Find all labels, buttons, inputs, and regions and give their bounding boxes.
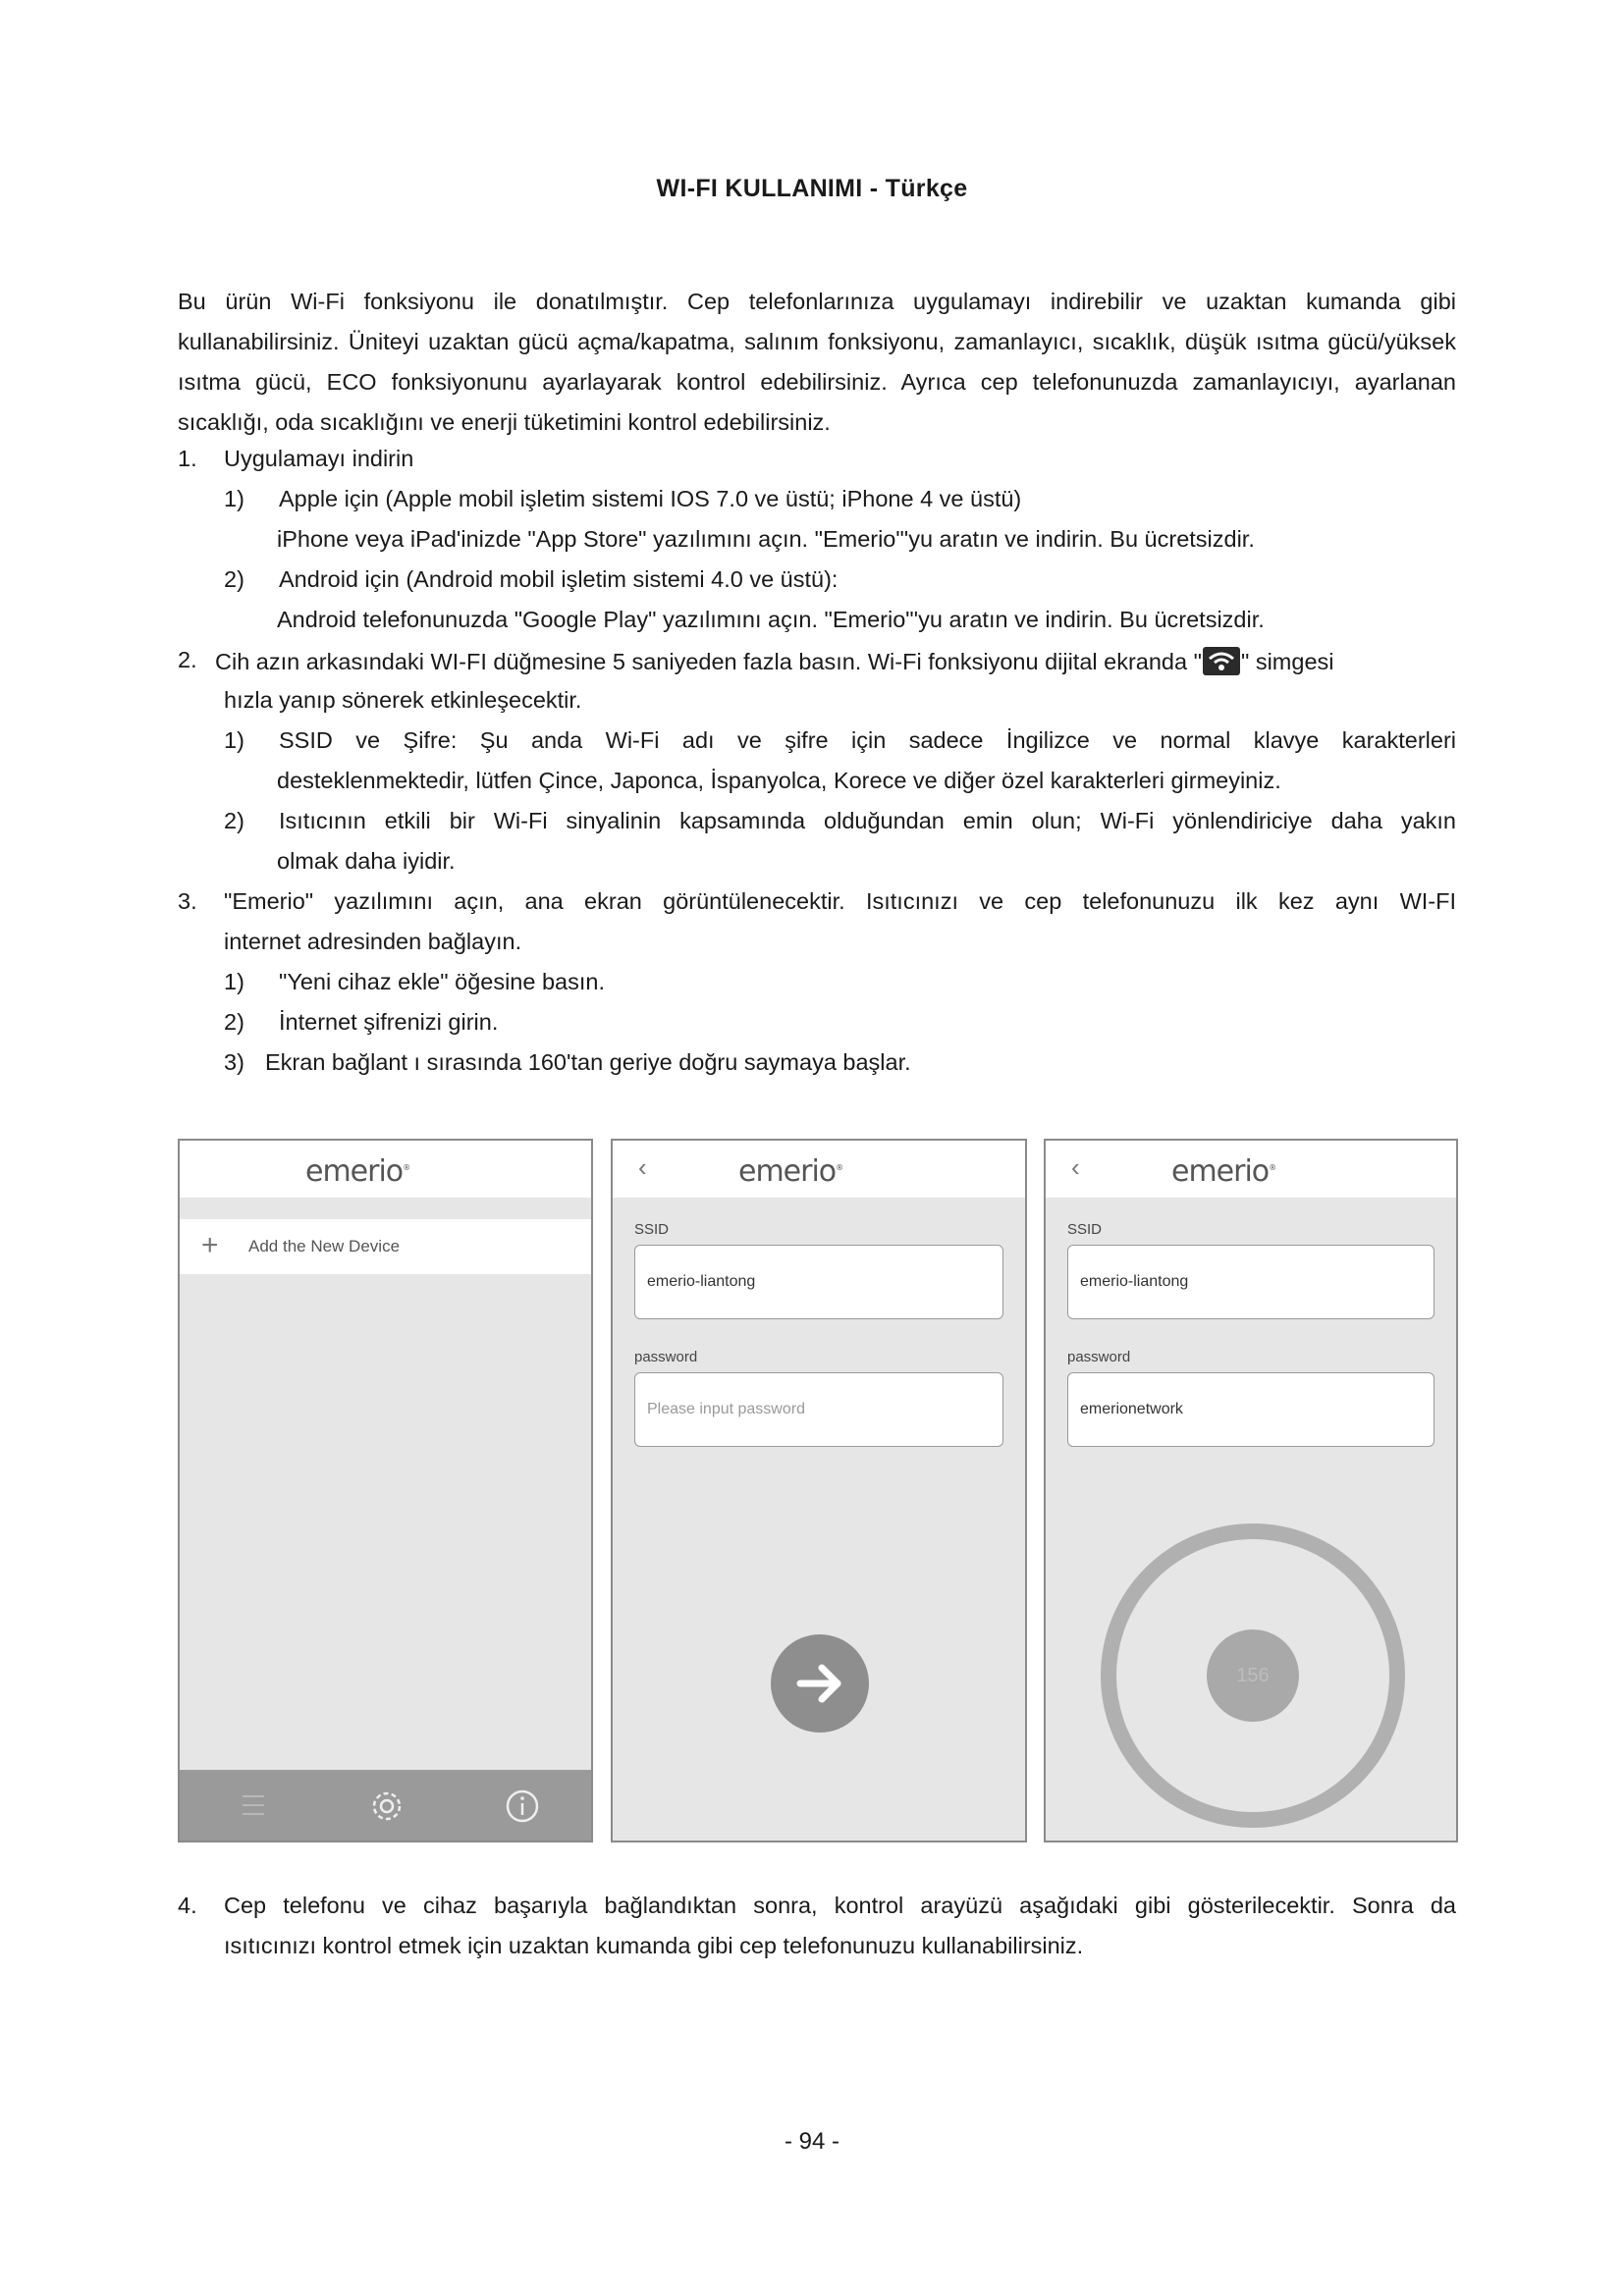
intro-paragraph: Bu ürün Wi-Fi fonksiyonu ile donatılmıştır. Cep telefonlarınıza uygulamayı indirebilir ve uzaktan kumanda gibi kullanabilirsiniz. Üniteyi uzaktan gücü açma/kapatma, salınım fonksiyonu, zamanlayıcı, sıcaklık, düşük ısıtma gücü/yüksek ısıtma gücü, ECO fonksiyonunu ayarlayarak kontrol edebilirsiniz. Ayrıca cep telefonunuzda zamanlayıcıyı, ayarlanan sıcaklığı, oda sıcaklığını ve enerji tüketimini kontrol edebilirsiniz. <box>178 289 1456 435</box>
emerio-logo: emerio® <box>305 1154 410 1189</box>
connect-button[interactable] <box>771 1634 869 1733</box>
ssid-field[interactable] <box>1067 1245 1435 1319</box>
ssid-label: SSID <box>1067 1221 1103 1238</box>
step-2-line2: hızla yanıp sönerek etkinleşecektir. <box>224 687 582 713</box>
plus-icon: + <box>201 1229 219 1261</box>
app-header <box>1046 1141 1456 1198</box>
wifi-icon <box>1203 647 1240 675</box>
step-4-number: 4. <box>178 1893 197 1918</box>
gear-icon[interactable] <box>368 1788 406 1825</box>
step-3-item-2-text: İnternet şifrenizi girin. <box>279 1009 499 1035</box>
step-2-line1 <box>215 647 1456 675</box>
step-3-number: 3. <box>178 888 197 914</box>
ssid-label: SSID <box>634 1221 670 1238</box>
ssid-value: emerio-liantong <box>1080 1273 1189 1290</box>
bottom-nav-bar <box>180 1770 591 1841</box>
step-3-item-3-text: Ekran bağlant ı sırasında 160'tan geriye doğru saymaya başlar. <box>265 1049 911 1075</box>
step-1-title: Uygulamayı indirin <box>224 446 414 471</box>
step-2b-number: 2) <box>224 808 244 833</box>
add-device-label: Add the New Device <box>248 1237 401 1255</box>
step-1a-title: Apple için (Apple mobil işletim sistemi IOS 7.0 ve üstü; iPhone 4 ve üstü) <box>279 486 1022 511</box>
step-1b-number: 2) <box>224 566 244 592</box>
password-field[interactable] <box>1067 1372 1435 1447</box>
app-header <box>180 1141 591 1198</box>
emerio-logo: emerio® <box>1171 1154 1276 1189</box>
password-value: emerionetwork <box>1080 1401 1183 1417</box>
page-number: - 94 - <box>784 2128 839 2155</box>
password-field[interactable] <box>634 1372 1003 1447</box>
step-4-line1: Cep telefonu ve cihaz başarıyla bağlandıktan sonra, kontrol arayüzü aşağıdaki gibi gösterilecektir. Sonra da <box>224 1893 1456 1918</box>
step-1a-text: iPhone veya iPad'inizde "App Store" yazılımını açın. "Emerio"'yu aratın ve indirin. Bu ücretsizdir. <box>277 526 1255 552</box>
step-2b-line2: olmak daha iyidir. <box>277 848 456 874</box>
ssid-value: emerio-liantong <box>647 1273 756 1290</box>
info-icon[interactable] <box>504 1788 541 1825</box>
step-3-item-1-text: "Yeni cihaz ekle" öğesine basın. <box>279 969 605 994</box>
app-header <box>613 1141 1025 1198</box>
step-3-item-2-number: 2) <box>224 1009 244 1035</box>
password-placeholder: Please input password <box>647 1401 805 1417</box>
emerio-logo: emerio® <box>738 1154 843 1189</box>
add-device-row[interactable] <box>180 1219 591 1274</box>
step-2-number: 2. <box>178 647 197 672</box>
step-4-line2: ısıtıcınızı kontrol etmek için uzaktan kumanda gibi cep telefonunuzu kullanabilirsiniz. <box>224 1933 1084 1958</box>
step-1a-number: 1) <box>224 486 244 511</box>
back-icon[interactable]: ‹ <box>1071 1152 1080 1182</box>
step-3-line2: internet adresinden bağlayın. <box>224 929 522 954</box>
step-2-line1-pre: Cih azın arkasındaki WI-FI düğmesine 5 saniyeden fazla basın. Wi-Fi fonksiyonu dijital ekranda " <box>215 649 1202 674</box>
step-3-line1: "Emerio" yazılımını açın, ana ekran görüntülenecektir. Isıtıcınızı ve cep telefonunuzu ilk kez aynı WI-FI <box>224 888 1456 914</box>
step-2-line1-post: " simgesi <box>1240 649 1334 674</box>
step-1b-text: Android telefonunuzda "Google Play" yazılımını açın. "Emerio"'yu aratın ve indirin. Bu ücretsizdir. <box>277 607 1265 632</box>
phone-screen-home <box>178 1139 593 1842</box>
password-label: password <box>1067 1349 1131 1365</box>
step-2b-line1: Isıtıcının etkili bir Wi-Fi sinyalinin kapsamında olduğundan emin olun; Wi-Fi yönlendiriciye daha yakın <box>279 808 1456 833</box>
step-2a-line2: desteklenmektedir, lütfen Çince, Japonca, İspanyolca, Korece ve diğer özel karakterleri girmeyiniz. <box>277 768 1281 793</box>
countdown-value: 156 <box>1207 1629 1299 1722</box>
arrow-right-icon <box>790 1654 849 1713</box>
step-3-item-1-number: 1) <box>224 969 244 994</box>
password-label: password <box>634 1349 698 1365</box>
step-2a-number: 1) <box>224 727 244 753</box>
phone-screen-password <box>611 1139 1027 1842</box>
step-1-number: 1. <box>178 446 197 471</box>
step-1b-title: Android için (Android mobil işletim sistemi 4.0 ve üstü): <box>279 566 839 592</box>
menu-icon[interactable] <box>241 1791 266 1819</box>
step-3-item-3-number: 3) <box>224 1049 244 1075</box>
page-title: WI-FI KULLANIMI - Türkçe <box>656 175 968 202</box>
phone-screen-connecting <box>1044 1139 1458 1842</box>
step-2a-line1: SSID ve Şifre: Şu anda Wi-Fi adı ve şifre için sadece İngilizce ve normal klavye karakterleri <box>279 727 1456 753</box>
back-icon[interactable]: ‹ <box>638 1152 647 1182</box>
ssid-field[interactable] <box>634 1245 1003 1319</box>
